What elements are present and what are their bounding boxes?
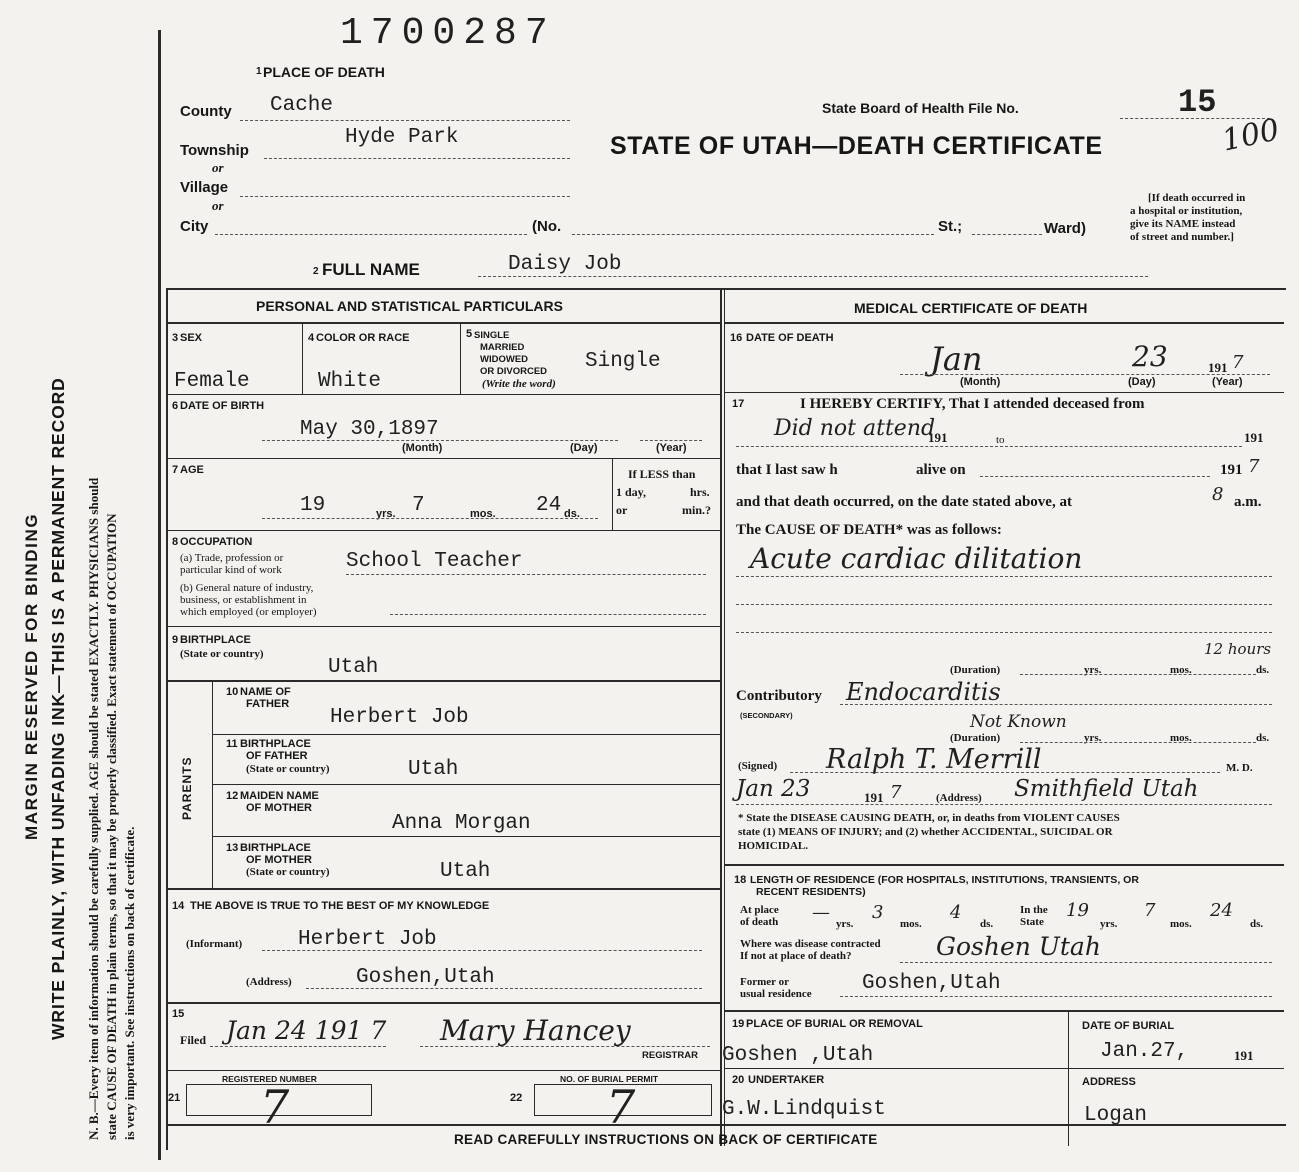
parents-divider — [212, 682, 213, 888]
row-father-bottom — [212, 734, 722, 735]
item-number-6: 6 — [172, 400, 179, 412]
dod-day-value: 23 — [1132, 340, 1168, 373]
row-birthplace-bottom — [166, 680, 722, 682]
at-place-label-2: of death — [740, 916, 779, 928]
mother-name-label-1: MAIDEN NAME — [240, 790, 319, 802]
burial-place-value: Goshen ,Utah — [722, 1044, 874, 1067]
county-label: County — [180, 103, 232, 120]
marital-label-1: SINGLE — [474, 330, 510, 341]
dob-year-label: (Year) — [656, 442, 687, 454]
row-mother-bottom — [212, 836, 722, 837]
undertaker-value: G.W.Lindquist — [722, 1098, 886, 1121]
attended-191a: 191 — [928, 430, 948, 445]
registrar-line — [420, 1046, 710, 1047]
father-bp-label-3: (State or country) — [246, 763, 330, 775]
city-line — [215, 234, 527, 235]
medical-heading-bottom — [724, 322, 1284, 324]
age-years-value: 19 — [300, 494, 326, 517]
contributory-ds-label: ds. — [1256, 732, 1270, 744]
row-medical-bottom — [724, 864, 1284, 866]
in-state-yrs-value: 19 — [1066, 900, 1089, 921]
contracted-value: Goshen Utah — [936, 932, 1101, 961]
or-label-2: or — [212, 198, 224, 213]
residence-label-1: LENGTH OF RESIDENCE (FOR HOSPITALS, INSTITUTIONS, TRANSIENTS, OR — [750, 874, 1139, 886]
occupation-label: OCCUPATION — [180, 536, 253, 548]
color-race-label: COLOR OR RACE — [316, 332, 410, 344]
nb-note-line-1: N. B.—Every item of information should be carefully supplied. AGE should be stated EXACTLY. PHYSICIANS should — [86, 477, 101, 1140]
dod-label: DATE OF DEATH — [746, 332, 834, 344]
marital-label-4: OR DIVORCED — [480, 366, 548, 377]
row-filed-bottom — [166, 1070, 722, 1071]
in-state-label-1: In the — [1020, 904, 1048, 916]
cause-duration-line — [1020, 674, 1256, 675]
occupation-b-line — [390, 614, 706, 615]
in-state-label-2: State — [1020, 916, 1044, 928]
occupation-b-2: business, or establishment in — [180, 594, 307, 606]
dob-day-label: (Day) — [570, 442, 598, 454]
contributory-label: Contributory — [736, 688, 822, 704]
contributory-duration-value: Not Known — [970, 712, 1067, 732]
birthplace-value: Utah — [328, 656, 379, 679]
burial-date-value: Jan.27, — [1100, 1040, 1189, 1063]
or-label-1: or — [212, 160, 224, 175]
item-number-16: 16 — [730, 332, 743, 344]
attended-value: Did not attend — [774, 416, 936, 441]
signed-year-value: 7 — [890, 782, 902, 803]
birthplace-sub: (State or country) — [180, 648, 264, 660]
item-number-17: 17 — [732, 398, 745, 410]
burial-date-year: 191 — [1234, 1048, 1254, 1063]
registrar-signature: Mary Hancey — [440, 1014, 631, 1047]
md-label: M. D. — [1226, 762, 1253, 774]
mother-bp-label-2: OF MOTHER — [246, 854, 312, 866]
less-than-2: 1 day, — [616, 485, 647, 499]
dob-line — [262, 440, 618, 441]
hospital-note-2: a hospital or institution, — [1130, 205, 1243, 217]
county-value: Cache — [270, 94, 334, 117]
file-number-value: 15 — [1178, 84, 1217, 121]
occupation-a-1: (a) Trade, profession or — [180, 552, 284, 564]
birthplace-label: BIRTHPLACE — [180, 634, 251, 646]
burial-date-label: DATE OF BURIAL — [1082, 1020, 1175, 1032]
nb-note-line-3: is very important. See instructions on back of certificate. — [122, 826, 137, 1140]
less-than-3: or — [616, 503, 628, 517]
item-number-9: 9 — [172, 634, 179, 646]
item-number-14: 14 — [172, 900, 185, 912]
sex-divider — [302, 324, 303, 394]
cause-label: The CAUSE OF DEATH* was as follows: — [736, 522, 1002, 538]
row-burial-bottom — [724, 1068, 1284, 1069]
form-left-border — [166, 288, 168, 1150]
contributory-mos-label: mos. — [1170, 732, 1192, 744]
dob-month-label: (Month) — [402, 442, 443, 454]
at-place-ds-value: 4 — [950, 902, 962, 923]
item-number-10: 10 — [226, 686, 239, 698]
in-state-mos-value: 7 — [1144, 900, 1156, 921]
contributory-line — [840, 704, 1272, 705]
row-informant-bottom — [166, 1002, 722, 1004]
death-time-value: 8 — [1212, 484, 1224, 505]
attended-191b: 191 — [1244, 430, 1264, 445]
item-number-21: 21 — [168, 1092, 181, 1104]
undertaker-label: UNDERTAKER — [748, 1074, 825, 1086]
certify-text: I HEREBY CERTIFY, That I attended deceased from — [800, 396, 1145, 412]
full-name-label: FULL NAME — [322, 260, 420, 279]
father-bp-label-2: OF FATHER — [246, 750, 308, 762]
hospital-note-4: of street and number.] — [1130, 231, 1234, 243]
file-number-extra: 100 — [1218, 112, 1283, 159]
color-race-value: White — [318, 370, 382, 393]
at-place-ds-label: ds. — [980, 918, 994, 930]
dod-line — [900, 374, 1270, 375]
race-divider — [460, 324, 461, 394]
at-place-yrs-label: yrs. — [836, 918, 854, 930]
form-bottom-border — [166, 1124, 1286, 1126]
occupation-line — [346, 574, 706, 575]
column-divider-b — [724, 288, 725, 1146]
burial-place-label: PLACE OF BURIAL OR REMOVAL — [746, 1018, 923, 1030]
personal-heading-bottom — [166, 322, 722, 324]
dod-year-value: 7 — [1232, 352, 1244, 373]
mother-name-value: Anna Morgan — [392, 812, 531, 835]
contributory-value: Endocarditis — [846, 678, 1001, 706]
ward-line — [972, 234, 1042, 235]
certificate-title: STATE OF UTAH—DEATH CERTIFICATE — [610, 132, 1103, 160]
medical-heading: MEDICAL CERTIFICATE OF DEATH — [854, 300, 1088, 316]
attended-to: to — [996, 434, 1005, 446]
marital-value: Single — [585, 350, 661, 373]
full-name-line — [478, 276, 1148, 277]
informant-label: (Informant) — [186, 938, 243, 950]
at-place-mos-value: 3 — [872, 902, 884, 923]
township-line — [264, 158, 570, 159]
sex-label: SEX — [180, 332, 203, 344]
mother-bp-label-1: BIRTHPLACE — [240, 842, 311, 854]
last-saw-line — [980, 476, 1210, 477]
age-label: AGE — [180, 464, 204, 476]
reg-number-label: REGISTERED NUMBER — [222, 1074, 317, 1084]
age-ds-label: ds. — [564, 508, 580, 520]
permanent-record-text: WRITE PLAINLY, WITH UNFADING INK—THIS IS A PERMANENT RECORD — [48, 377, 68, 1040]
burial-permit-value: 7 — [606, 1080, 636, 1134]
mother-bp-value: Utah — [440, 860, 491, 883]
row-parents-bottom — [166, 888, 722, 890]
undertaker-address-label: ADDRESS — [1082, 1076, 1136, 1088]
township-label: Township — [180, 142, 249, 159]
row-age-bottom — [166, 530, 722, 531]
occupation-a-2: particular kind of work — [180, 564, 282, 576]
cause-mos-label: mos. — [1170, 664, 1192, 676]
attended-line — [736, 446, 1242, 447]
contributory-yrs-label: yrs. — [1084, 732, 1102, 744]
signed-address-value: Smithfield Utah — [1014, 776, 1199, 802]
item-number-4: 4 — [308, 332, 315, 344]
form-top-border — [166, 288, 1286, 290]
informant-address-value: Goshen,Utah — [356, 966, 495, 989]
contributory-duration-label: (Duration) — [950, 732, 1001, 744]
dob-value: May 30,1897 — [300, 418, 439, 441]
parents-label: PARENTS — [180, 756, 194, 820]
former-residence-label-2: usual residence — [740, 988, 812, 1000]
at-place-yrs-value: — — [812, 902, 830, 923]
note-line-2: state (1) MEANS OF INJURY; and (2) whether ACCIDENTAL, SUICIDAL OR — [738, 826, 1113, 838]
item-number-19: 19 — [732, 1018, 745, 1030]
row-sex-bottom — [166, 394, 722, 395]
father-name-label-1: NAME OF — [240, 686, 291, 698]
note-line-3: HOMICIDAL. — [738, 840, 808, 852]
certificate-number: 1700287 — [340, 12, 556, 55]
less-than-1: If LESS than — [628, 467, 696, 481]
contributory-sub: (SECONDARY) — [740, 711, 793, 720]
personal-heading: PERSONAL AND STATISTICAL PARTICULARS — [256, 298, 563, 314]
cause-line-3 — [736, 632, 1272, 633]
occupation-value: School Teacher — [346, 550, 523, 573]
cause-duration-label: (Duration) — [950, 664, 1001, 676]
signed-line — [790, 772, 1220, 773]
item-number-11: 11 — [226, 738, 238, 750]
signed-date: Jan 23 — [736, 776, 811, 802]
reg-number-value: 7 — [260, 1080, 290, 1134]
age-line — [262, 518, 598, 519]
sex-value: Female — [174, 370, 250, 393]
nb-note-line-2: state CAUSE OF DEATH in plain terms, so that it may be properly classified. Exact statement of OCCUPATION — [104, 513, 119, 1140]
file-number-label: State Board of Health File No. — [822, 100, 1019, 116]
item-number-15: 15 — [172, 1008, 185, 1020]
township-value: Hyde Park — [345, 126, 459, 149]
dod-month-label: (Month) — [960, 376, 1001, 388]
item-number-2: 2 — [313, 266, 319, 277]
marital-label-3: WIDOWED — [480, 354, 529, 365]
undertaker-address-value: Logan — [1084, 1104, 1148, 1127]
former-residence-label-1: Former or — [740, 976, 789, 988]
cause-duration-value: 12 hours — [1204, 640, 1272, 658]
father-bp-label-1: BIRTHPLACE — [240, 738, 311, 750]
item-number-3: 3 — [172, 332, 179, 344]
occupation-b-1: (b) General nature of industry, — [180, 582, 314, 594]
item-number-7: 7 — [172, 464, 179, 476]
informant-heading: THE ABOVE IS TRUE TO THE BEST OF MY KNOWLEDGE — [190, 900, 490, 912]
death-occurred-text: and that death occurred, on the date stated above, at — [736, 494, 1072, 510]
former-residence-value: Goshen,Utah — [862, 972, 1001, 995]
former-residence-line — [840, 996, 1272, 997]
item-number-22: 22 — [510, 1092, 523, 1104]
in-state-yrs-label: yrs. — [1100, 918, 1118, 930]
ward-label: Ward) — [1044, 220, 1086, 237]
cause-line-1 — [736, 576, 1272, 577]
father-name-label-2: FATHER — [246, 698, 290, 710]
signed-date-line — [736, 804, 1272, 805]
informant-address-label: (Address) — [246, 976, 292, 988]
signed-label: (Signed) — [738, 760, 778, 772]
dob-label: DATE OF BIRTH — [180, 400, 265, 412]
age-yrs-label: yrs. — [376, 508, 396, 520]
last-saw-year-value: 7 — [1248, 456, 1260, 477]
last-saw-alive: alive on — [916, 462, 966, 478]
death-am: a.m. — [1234, 494, 1262, 510]
row-occupation-bottom — [166, 626, 722, 627]
at-place-mos-label: mos. — [900, 918, 922, 930]
filed-label: Filed — [180, 1033, 206, 1047]
in-state-ds-label: ds. — [1250, 918, 1264, 930]
mother-name-label-2: OF MOTHER — [246, 802, 312, 814]
last-saw-text: that I last saw h — [736, 462, 838, 478]
burial-permit-label: NO. OF BURIAL PERMIT — [560, 1074, 659, 1084]
marital-label-5: (Write the word) — [482, 378, 556, 390]
county-line — [240, 120, 570, 121]
city-label: City — [180, 218, 209, 235]
city-no-label: (No. — [532, 218, 562, 235]
note-line-1: * State the DISEASE CAUSING DEATH, or, in deaths from VIOLENT CAUSES — [738, 812, 1120, 824]
contracted-label-1: Where was disease contracted — [740, 938, 881, 950]
city-no-line — [572, 234, 934, 235]
dod-year-label: (Year) — [1212, 376, 1243, 388]
village-line — [240, 196, 570, 197]
age-days-value: 24 — [536, 494, 562, 517]
village-label: Village — [180, 179, 229, 196]
full-name-value: Daisy Job — [508, 253, 622, 276]
item-number-8: 8 — [172, 536, 179, 548]
in-state-mos-label: mos. — [1170, 918, 1192, 930]
margin-line — [158, 30, 161, 1160]
row-dod-bottom — [724, 392, 1284, 393]
contributory-duration-line — [1020, 742, 1256, 743]
cause-line-2 — [736, 604, 1272, 605]
hospital-note-1: [If death occurred in — [1148, 192, 1246, 204]
item-number-12: 12 — [226, 790, 239, 802]
less-than-min: min.? — [682, 503, 712, 517]
row-father-bp-bottom — [212, 784, 722, 785]
cause-ds-label: ds. — [1256, 664, 1270, 676]
dod-month-value: Jan — [930, 340, 983, 378]
marital-label-2: MARRIED — [480, 342, 525, 353]
item-number-20: 20 — [732, 1074, 745, 1086]
residence-label-2: RECENT RESIDENTS) — [756, 886, 866, 898]
filed-date: Jan 24 191 7 — [226, 1016, 387, 1045]
occupation-b-3: which employed (or employer) — [180, 606, 317, 618]
street-label: St.; — [938, 218, 963, 235]
registrar-label: REGISTRAR — [642, 1050, 698, 1061]
hospital-note-3: give its NAME instead — [1130, 218, 1236, 230]
column-divider — [720, 288, 722, 1146]
informant-address-line — [306, 988, 702, 989]
contracted-line — [900, 962, 1272, 963]
filed-line — [210, 1046, 386, 1047]
less-than-hrs: hrs. — [690, 485, 710, 499]
footer-instructions: READ CAREFULLY INSTRUCTIONS ON BACK OF CERTIFICATE — [454, 1132, 878, 1147]
last-saw-year: 191 — [1220, 462, 1243, 478]
row-residence-bottom — [724, 1010, 1284, 1012]
age-divider — [612, 458, 613, 530]
informant-line — [262, 950, 702, 951]
binding-margin-text: MARGIN RESERVED FOR BINDING — [22, 512, 41, 840]
cause-value: Acute cardiac dilitation — [750, 542, 1083, 575]
father-bp-value: Utah — [408, 758, 459, 781]
signed-address-label: (Address) — [936, 792, 982, 804]
signed-year-prefix: 191 — [864, 790, 884, 805]
age-mos-label: mos. — [470, 508, 496, 520]
contracted-label-2: If not at place of death? — [740, 950, 852, 962]
in-state-ds-value: 24 — [1210, 900, 1233, 921]
dob-year-line — [640, 440, 702, 441]
item-number-1: 1 — [256, 66, 262, 77]
mother-bp-label-3: (State or country) — [246, 866, 330, 878]
father-name-value: Herbert Job — [330, 706, 469, 729]
signed-value: Ralph T. Merrill — [826, 744, 1042, 775]
informant-value: Herbert Job — [298, 928, 437, 951]
age-months-value: 7 — [412, 494, 425, 517]
item-number-18: 18 — [734, 874, 747, 886]
place-of-death-label: PLACE OF DEATH — [263, 64, 385, 80]
dod-year-prefix: 191 — [1208, 360, 1228, 375]
cause-yrs-label: yrs. — [1084, 664, 1102, 676]
at-place-label-1: At place — [740, 904, 779, 916]
dod-day-label: (Day) — [1128, 376, 1156, 388]
item-number-13: 13 — [226, 842, 239, 854]
item-number-5: 5 — [466, 328, 473, 340]
row-dob-bottom — [166, 458, 722, 459]
